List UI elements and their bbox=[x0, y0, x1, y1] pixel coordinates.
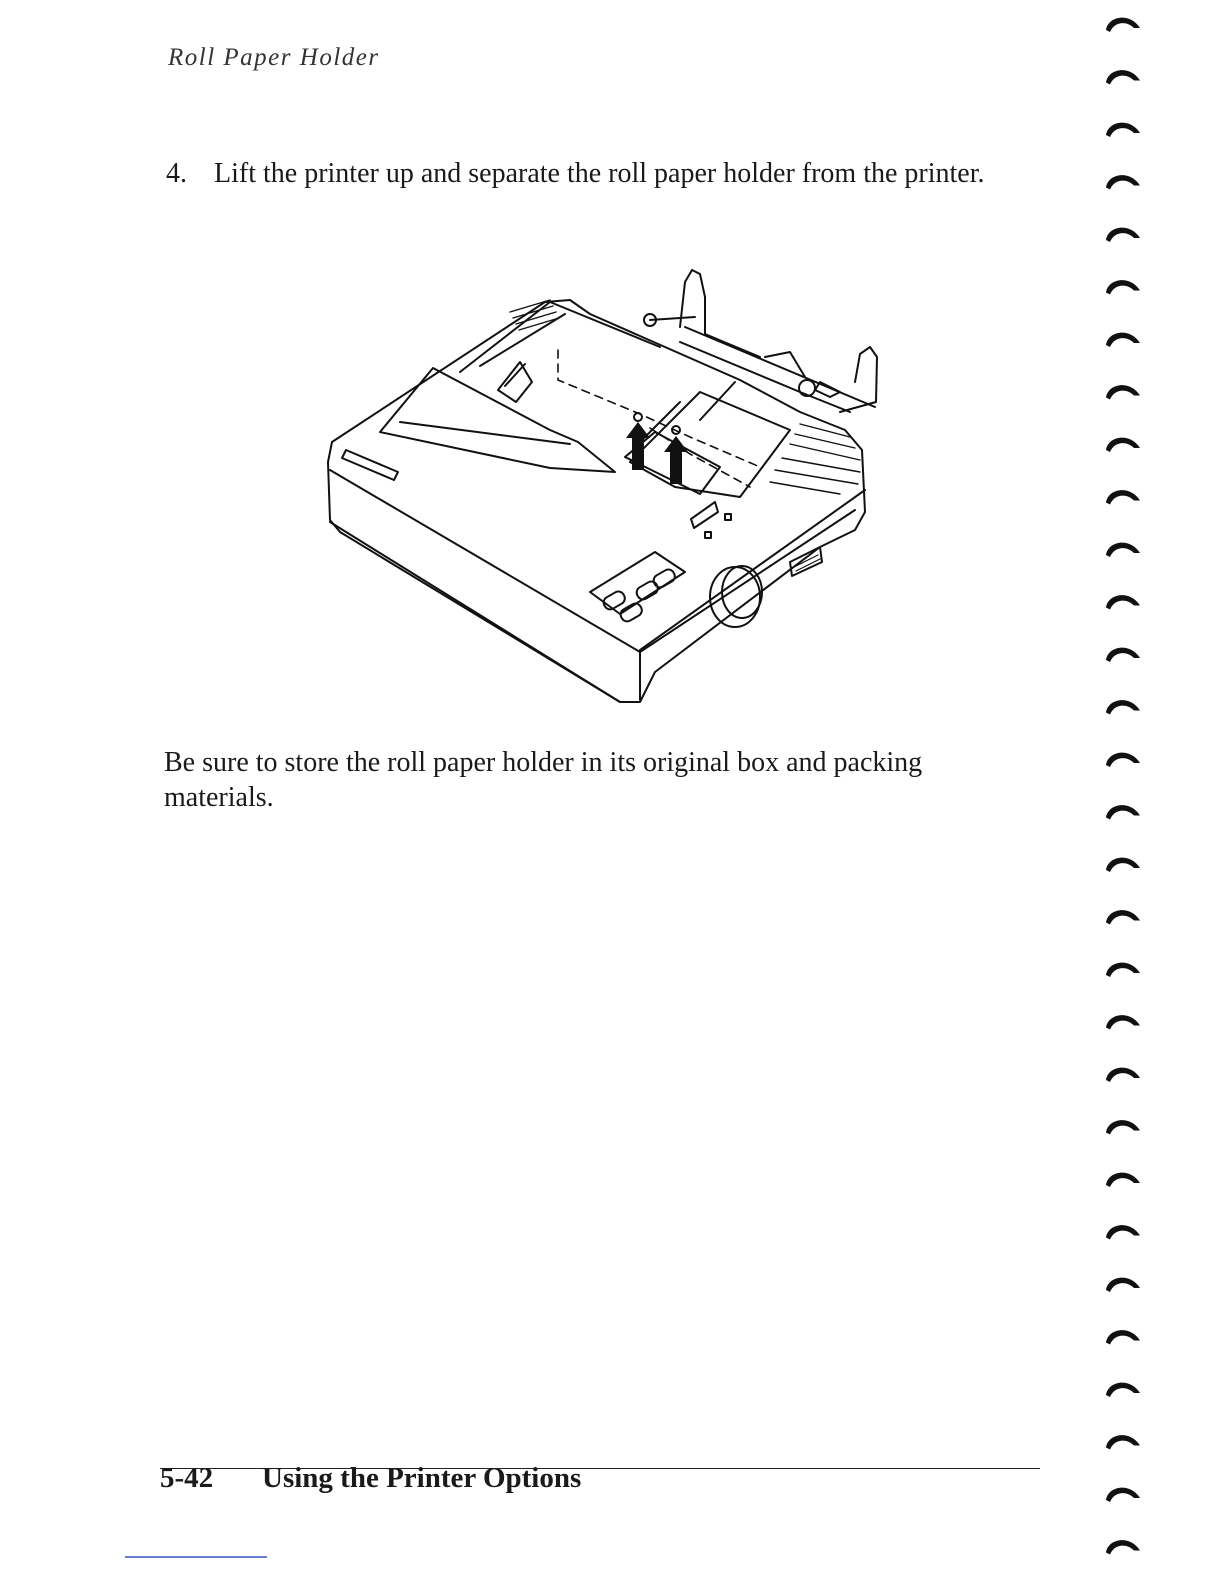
spiral-binding-ring-icon bbox=[1106, 1120, 1140, 1134]
spiral-binding-ring-icon bbox=[1106, 490, 1140, 504]
spiral-binding-ring-icon bbox=[1106, 1540, 1140, 1554]
spiral-binding-ring-icon bbox=[1106, 1278, 1140, 1292]
spiral-binding-ring-icon bbox=[1106, 595, 1140, 609]
spiral-binding-ring-icon bbox=[1106, 385, 1140, 399]
step-number: 4. bbox=[166, 158, 187, 189]
spiral-binding-ring-icon bbox=[1106, 1225, 1140, 1239]
spiral-binding-ring-icon bbox=[1106, 1068, 1140, 1082]
spiral-binding-ring-icon bbox=[1106, 1015, 1140, 1029]
spiral-binding-ring-icon bbox=[1106, 700, 1140, 714]
spiral-binding-ring-icon bbox=[1106, 438, 1140, 452]
spiral-binding-ring-icon bbox=[1106, 910, 1140, 924]
spiral-binding-ring-icon bbox=[1106, 648, 1140, 662]
page-number: 5-42 bbox=[160, 1462, 214, 1494]
printer-body bbox=[328, 300, 865, 702]
spiral-binding-ring-icon bbox=[1106, 858, 1140, 872]
running-header: Roll Paper Holder bbox=[168, 44, 380, 71]
spiral-binding-ring-icon bbox=[1106, 805, 1140, 819]
spiral-binding-ring-icon bbox=[1106, 1383, 1140, 1397]
spiral-binding bbox=[1098, 0, 1158, 1584]
spiral-binding-ring-icon bbox=[1106, 1173, 1140, 1187]
spiral-binding-ring-icon bbox=[1106, 228, 1140, 242]
spiral-binding-ring-icon bbox=[1106, 333, 1140, 347]
spiral-binding-ring-icon bbox=[1106, 123, 1140, 137]
spiral-binding-ring-icon bbox=[1106, 70, 1140, 84]
spiral-binding-ring-icon bbox=[1106, 753, 1140, 767]
section-title: Using the Printer Options bbox=[262, 1462, 582, 1494]
spiral-binding-ring-icon bbox=[1106, 18, 1140, 32]
spiral-binding-ring-icon bbox=[1106, 1488, 1140, 1502]
storage-note: Be sure to store the roll paper holder in its original box and packing materials. bbox=[164, 747, 923, 813]
hyperlink-underline bbox=[125, 1556, 267, 1558]
spiral-binding-ring-icon bbox=[1106, 543, 1140, 557]
spiral-binding-ring-icon bbox=[1106, 1330, 1140, 1344]
spiral-binding-ring-icon bbox=[1106, 175, 1140, 189]
step-item bbox=[166, 156, 1046, 191]
spiral-binding-ring-icon bbox=[1106, 280, 1140, 294]
spiral-binding-ring-icon bbox=[1106, 963, 1140, 977]
printer-illustration bbox=[320, 262, 910, 712]
step-text: Lift the printer up and separate the roll paper holder from the printer. bbox=[214, 158, 985, 189]
spiral-binding-ring-icon bbox=[1106, 1435, 1140, 1449]
